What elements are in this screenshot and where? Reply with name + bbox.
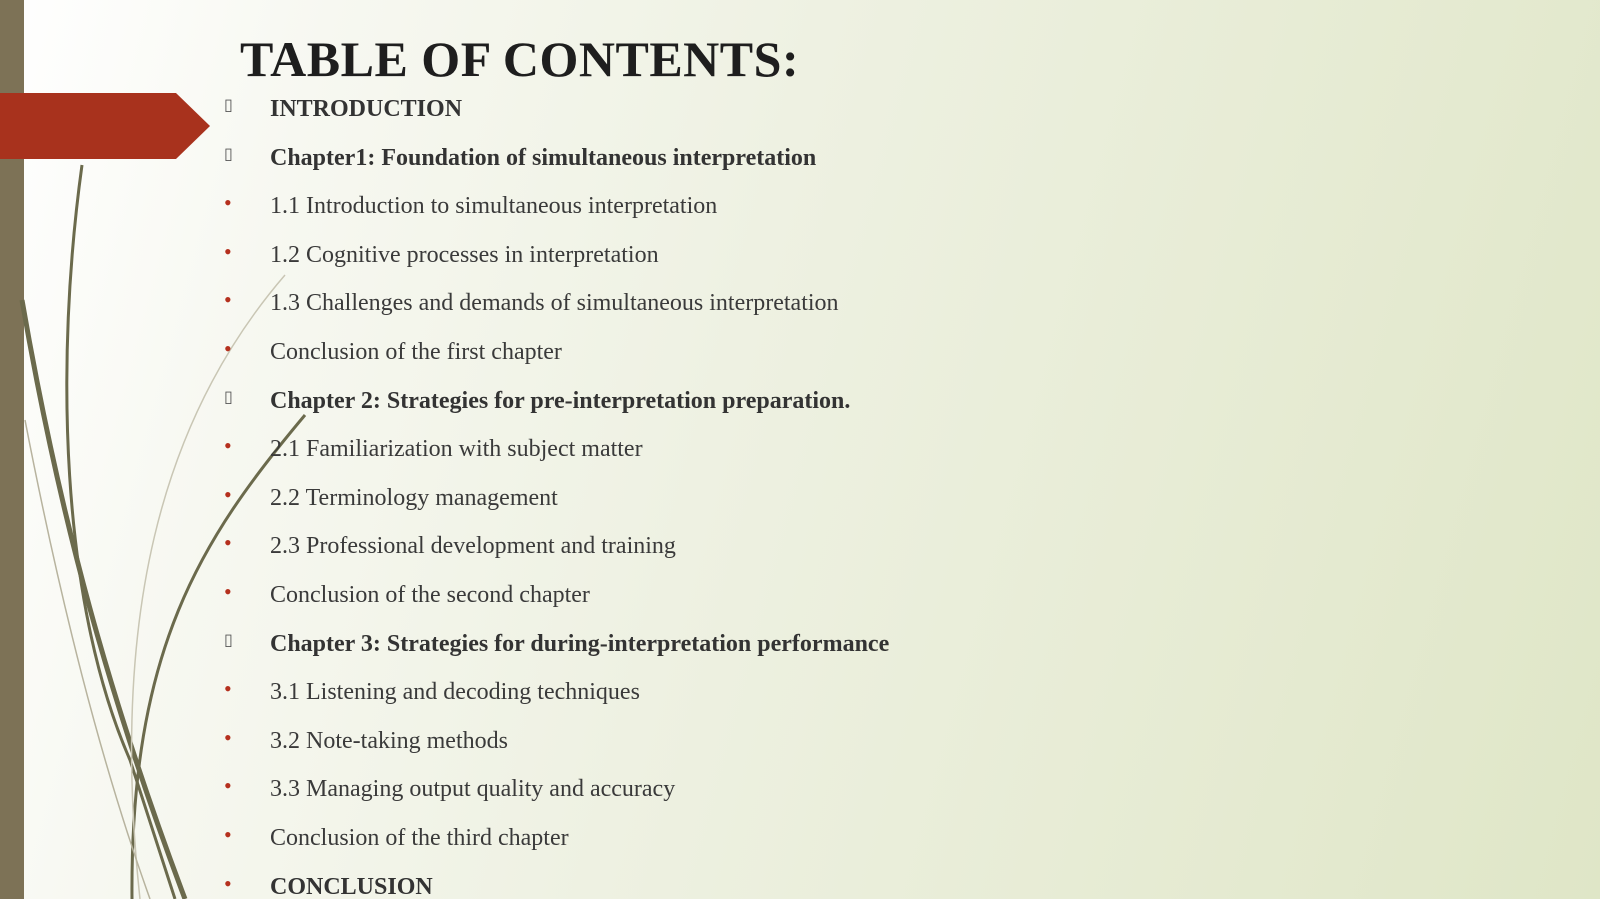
- toc-item-text: 3.1 Listening and decoding techniques: [270, 679, 640, 706]
- toc-item-text: Chapter 3: Strategies for during-interpretation performance: [270, 630, 890, 657]
- toc-item-text: 2.3 Professional development and training: [270, 533, 676, 560]
- box-bullet-icon: ▯: [224, 629, 233, 649]
- toc-item-text: Conclusion of the third chapter: [270, 824, 569, 851]
- dot-bullet-icon: •: [224, 676, 232, 702]
- dot-bullet-icon: •: [224, 238, 232, 264]
- dot-bullet-icon: •: [224, 724, 232, 750]
- dot-bullet-icon: •: [224, 190, 232, 216]
- dot-bullet-icon: •: [224, 433, 232, 459]
- dot-bullet-icon: •: [224, 481, 232, 507]
- toc-item-text: 1.3 Challenges and demands of simultaneous interpretation: [270, 290, 839, 317]
- curve-thin-light-2: [25, 420, 150, 899]
- dot-bullet-icon: •: [224, 578, 232, 604]
- dot-bullet-icon: •: [224, 335, 232, 361]
- toc-item-text: 1.2 Cognitive processes in interpretation: [270, 241, 659, 268]
- dot-bullet-icon: •: [224, 821, 232, 847]
- box-bullet-icon: ▯: [224, 386, 233, 406]
- dot-bullet-icon: •: [224, 287, 232, 313]
- toc-item-text: Chapter1: Foundation of simultaneous interpretation: [270, 144, 817, 171]
- toc-item-text: 3.2 Note-taking methods: [270, 727, 508, 754]
- box-bullet-icon: ▯: [224, 143, 233, 163]
- dot-bullet-icon: •: [224, 530, 232, 556]
- toc-item-text: Chapter 2: Strategies for pre-interpretation preparation.: [270, 387, 851, 414]
- toc-item-text: INTRODUCTION: [270, 96, 463, 122]
- toc-item-text: Conclusion of the first chapter: [270, 338, 562, 365]
- slide-title: TABLE OF CONTENTS:: [240, 31, 800, 87]
- red-arrow-shape: [0, 93, 210, 159]
- curve-thin-light: [132, 275, 285, 899]
- curve-outer-arc: [67, 165, 175, 899]
- toc-item-text: CONCLUSION: [270, 873, 433, 899]
- curve-thick-main: [22, 300, 185, 899]
- box-bullet-icon: ▯: [224, 95, 233, 114]
- dot-bullet-icon: •: [224, 870, 232, 896]
- toc-item-text: 1.1 Introduction to simultaneous interpretation: [270, 193, 718, 220]
- toc-item-text: 3.3 Managing output quality and accuracy: [270, 776, 676, 803]
- toc-item-text: 2.1 Familiarization with subject matter: [270, 436, 643, 463]
- dot-bullet-icon: •: [224, 773, 232, 799]
- toc-item-text: 2.2 Terminology management: [270, 484, 558, 511]
- toc-item-text: Conclusion of the second chapter: [270, 581, 590, 608]
